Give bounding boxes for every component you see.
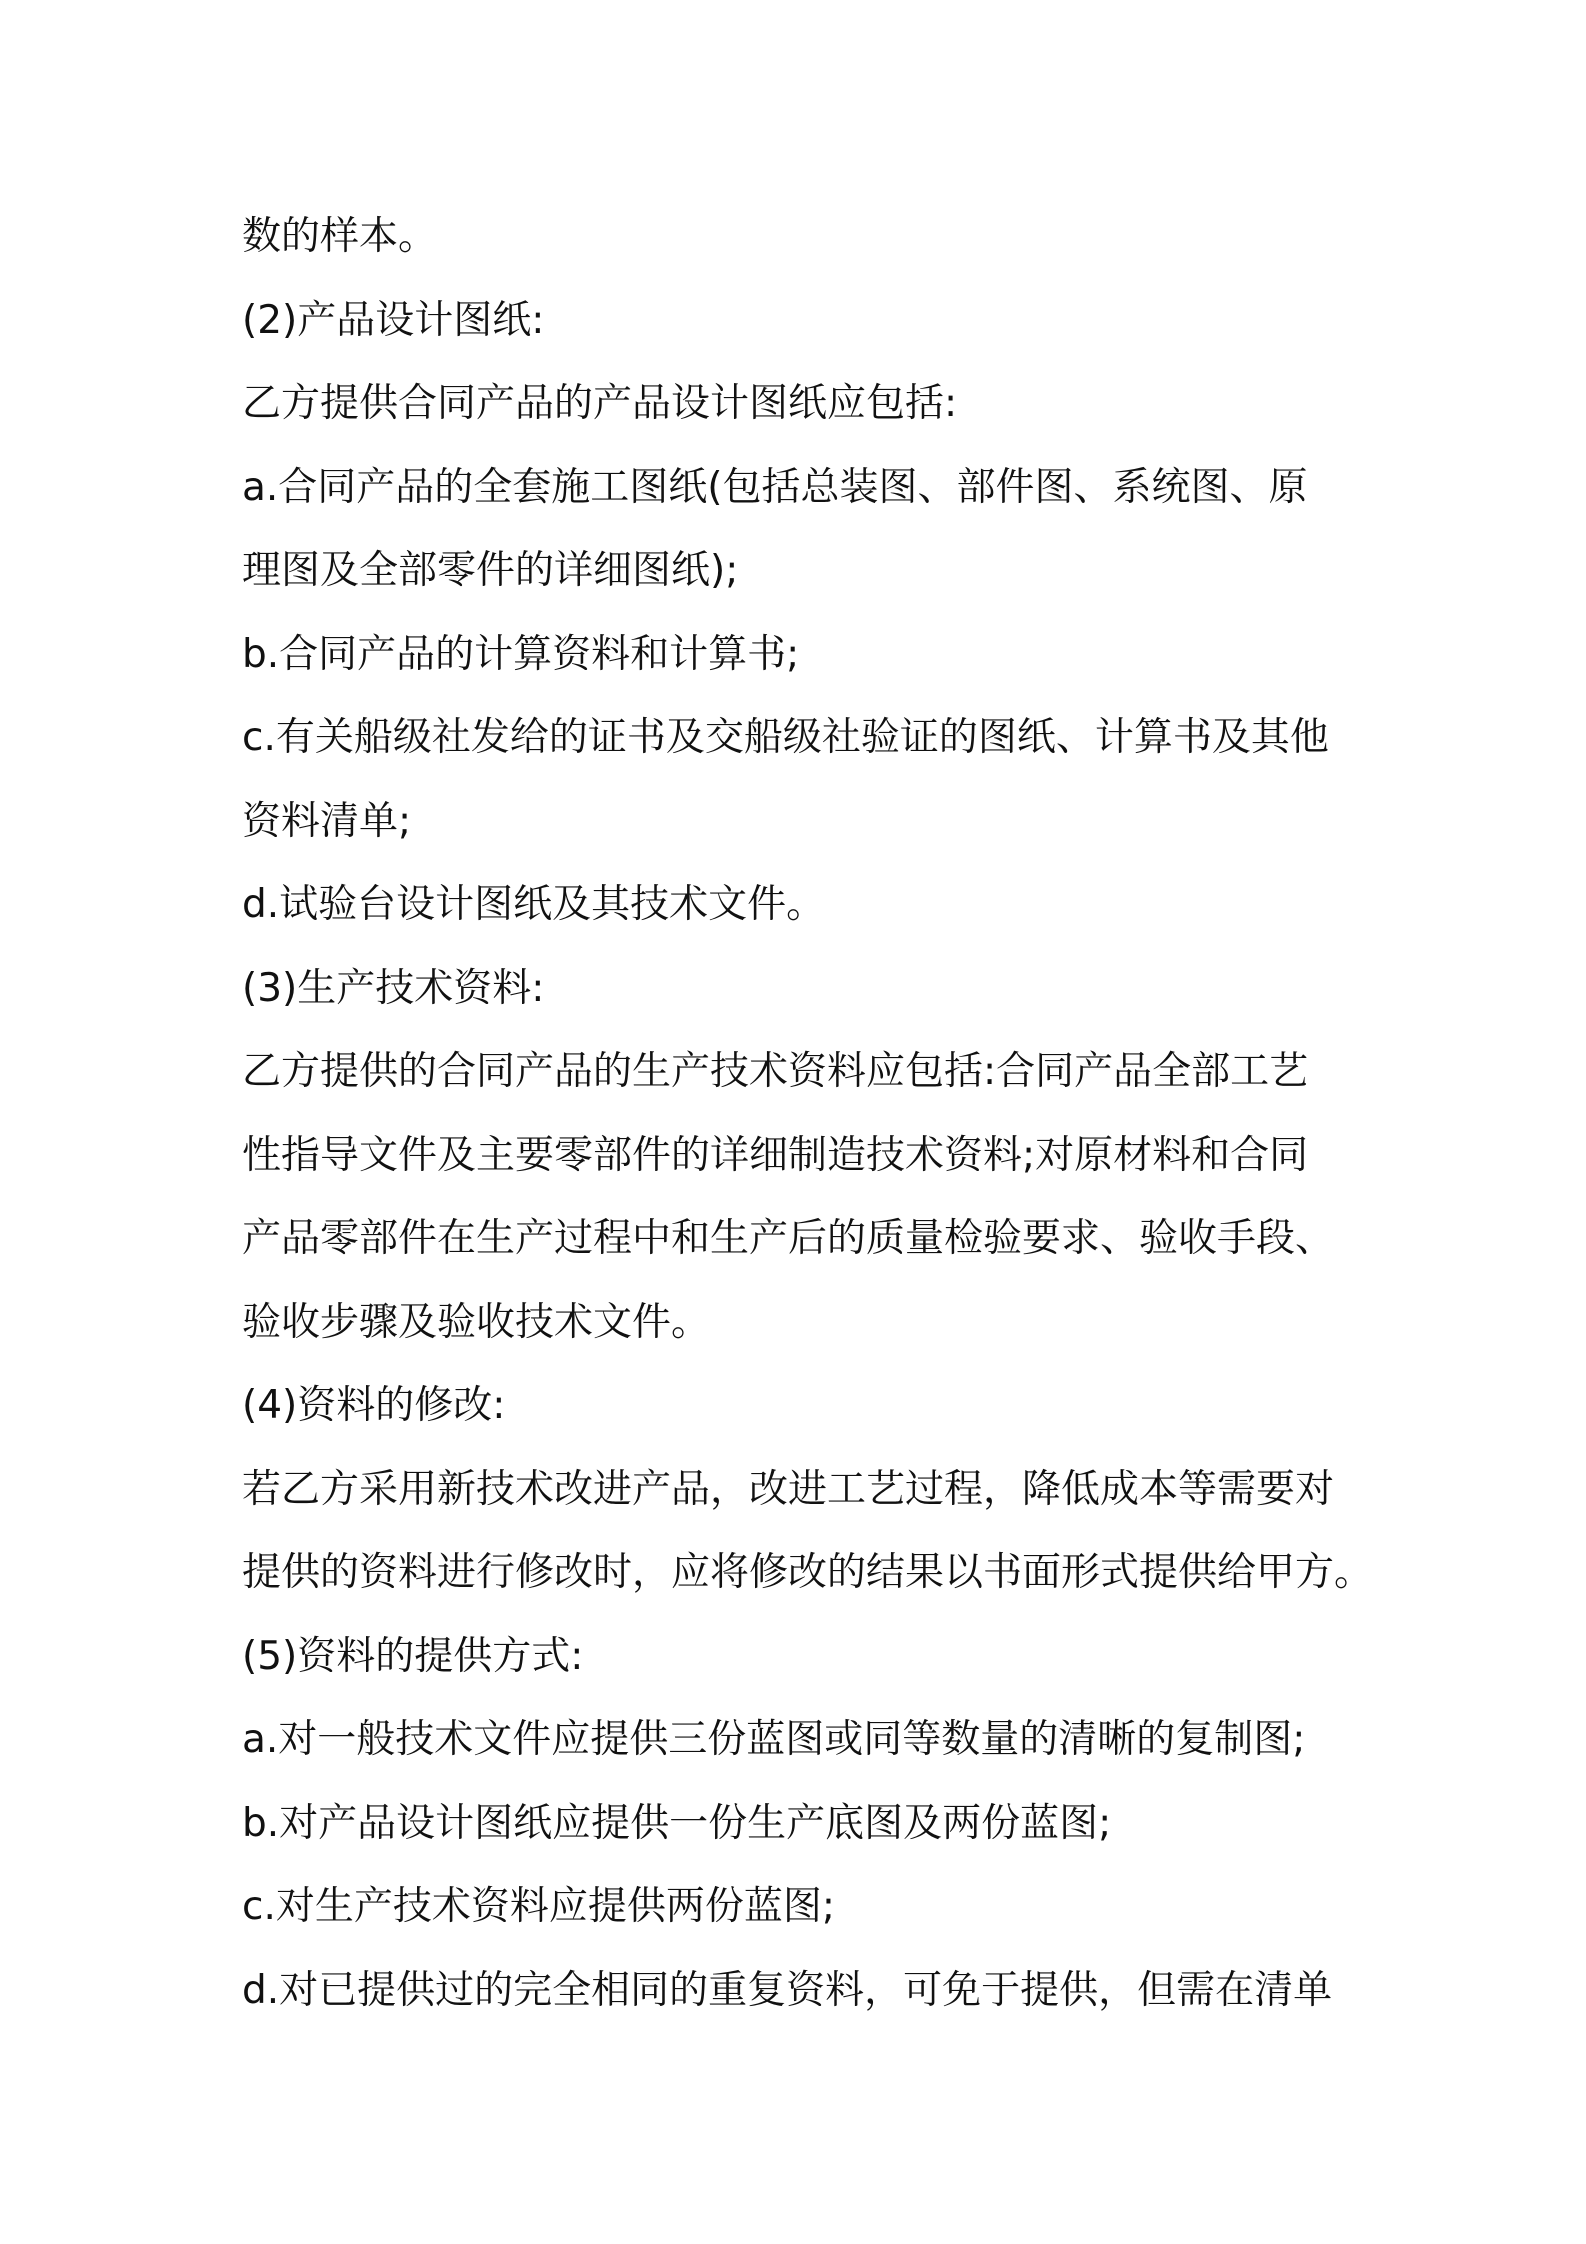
text-line: 验收步骤及验收技术文件。: [242, 1299, 711, 1345]
text-line: 资料清单;: [242, 798, 412, 844]
text-line: c.对生产技术资料应提供两份蓝图;: [242, 1884, 835, 1929]
text-line: 乙方提供的合同产品的生产技术资料应包括:合同产品全部工艺: [242, 1049, 1309, 1094]
text-line: c.有关船级社发给的证书及交船级社验证的图纸、计算书及其他: [242, 715, 1329, 760]
text-line: 理图及全部零件的详细图纸);: [242, 548, 739, 593]
section-heading: (3)生产技术资料:: [242, 965, 545, 1011]
text-line: a.合同产品的全套施工图纸(包括总装图、部件图、系统图、原: [242, 464, 1308, 510]
section-heading: (2)产品设计图纸:: [242, 297, 545, 343]
text-line: a.对一般技术文件应提供三份蓝图或同等数量的清晰的复制图;: [242, 1717, 1306, 1762]
text-line: d.对已提供过的完全相同的重复资料，可免于提供，但需在清单: [242, 1967, 1333, 2013]
text-line: d.试验台设计图纸及其技术文件。: [242, 882, 826, 927]
section-heading: (4)资料的修改:: [242, 1383, 506, 1428]
text-line: 若乙方采用新技术改进产品，改进工艺过程，降低成本等需要对: [242, 1466, 1335, 1512]
text-line: 数的样本。: [242, 214, 438, 259]
text-line: 产品零部件在生产过程中和生产后的质量检验要求、验收手段、: [242, 1216, 1335, 1261]
text-line: 乙方提供合同产品的产品设计图纸应包括:: [242, 381, 958, 426]
text-line: 提供的资料进行修改时，应将修改的结果以书面形式提供给甲方。: [242, 1550, 1374, 1595]
section-heading: (5)资料的提供方式:: [242, 1633, 584, 1679]
text-line: b.对产品设计图纸应提供一份生产底图及两份蓝图;: [242, 1800, 1112, 1846]
text-line: 性指导文件及主要零部件的详细制造技术资料;对原材料和合同: [242, 1132, 1309, 1178]
text-line: b.合同产品的计算资料和计算书;: [242, 631, 800, 677]
document-body: [242, 195, 1382, 2032]
